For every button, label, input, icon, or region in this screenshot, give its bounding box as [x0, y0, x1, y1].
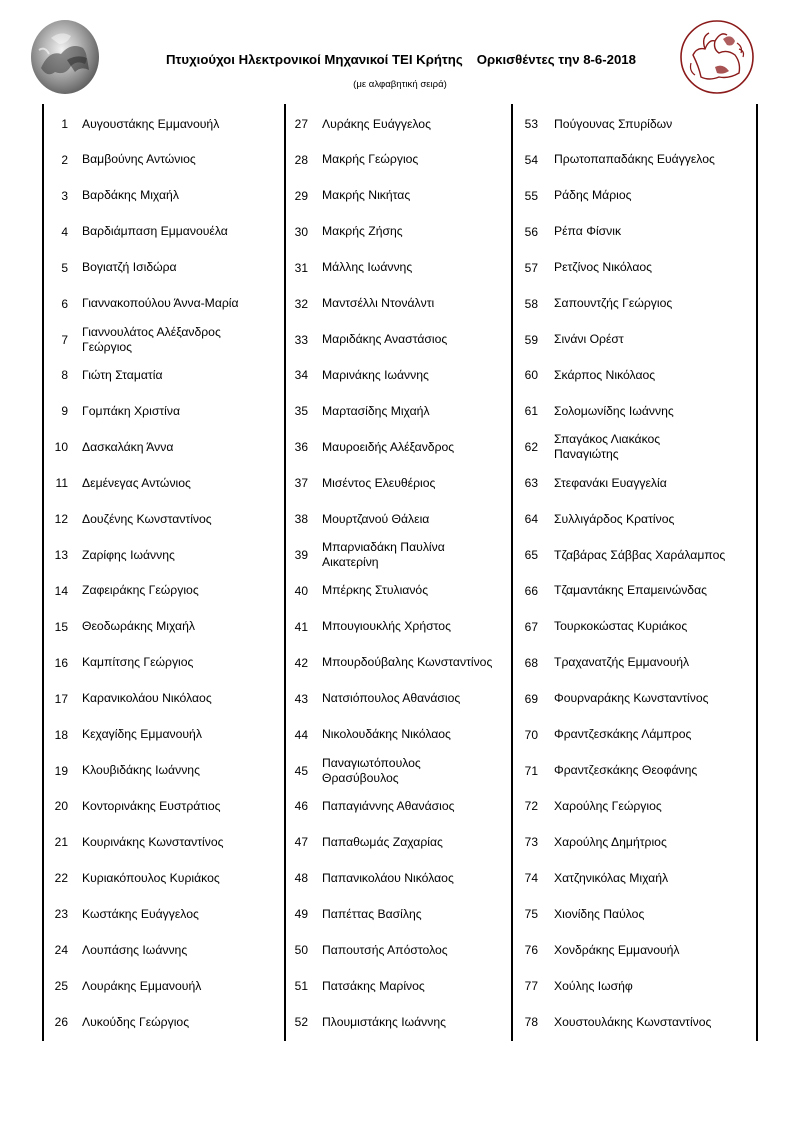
list-item-name: Φουρναράκης Κωνσταντίνος — [554, 691, 709, 706]
list-item-number: 44 — [294, 727, 308, 742]
list-item-name: Κλουβιδάκης Ιωάννης — [82, 763, 200, 778]
list-item-number: 55 — [524, 188, 538, 203]
list-item — [512, 896, 742, 932]
list-item-number: 73 — [524, 835, 538, 850]
list-item-number: 67 — [524, 619, 538, 634]
list-item-number: 39 — [294, 548, 308, 563]
list-item — [282, 1004, 512, 1040]
list-item-name: Παναγιωτόπουλος Θρασύβουλος — [322, 755, 421, 785]
list-item-number: 71 — [524, 763, 538, 778]
list-item-name: Μάλλης Ιωάννης — [322, 260, 413, 275]
list-item — [512, 609, 742, 645]
list-item — [282, 322, 512, 358]
list-item — [512, 860, 742, 896]
list-item-number: 40 — [294, 583, 308, 598]
list-item-name: Καμπίτσης Γεώργιος — [82, 655, 194, 670]
list-item-name: Θεοδωράκης Μιχαήλ — [82, 619, 195, 634]
list-item-number: 10 — [54, 440, 68, 455]
list-item — [512, 645, 742, 681]
list-item-name: Ζαφειράκης Γεώργιος — [82, 583, 199, 598]
list-item-number: 15 — [54, 619, 68, 634]
list-item-name: Πρωτοπαπαδάκης Ευάγγελος — [554, 152, 715, 167]
list-item — [42, 681, 272, 717]
list-item-number: 49 — [294, 907, 308, 922]
list-item-name: Μαρτασίδης Μιχαήλ — [322, 403, 430, 418]
list-item-name: Χονδράκης Εμμανουήλ — [554, 942, 680, 957]
list-item-name: Μπουγιουκλής Χρήστος — [322, 619, 451, 634]
list-item — [282, 142, 512, 178]
list-item-number: 1 — [61, 117, 68, 131]
list-item-number: 21 — [54, 835, 68, 850]
list-item-name: Στεφανάκι Ευαγγελία — [554, 475, 667, 490]
list-item — [512, 573, 742, 609]
list-item — [42, 968, 272, 1004]
list-item-name: Παπαγιάννης Αθανάσιος — [322, 798, 455, 813]
list-item — [42, 896, 272, 932]
list-item-name: Μακρής Νικήτας — [322, 188, 411, 203]
list-item — [512, 214, 742, 250]
list-item — [512, 106, 742, 142]
page-title-date: Ορκισθέντες την 8-6-2018 — [476, 52, 636, 67]
list-item-number: 56 — [524, 224, 538, 239]
list-item — [512, 178, 742, 214]
list-item-number: 65 — [524, 548, 538, 563]
list-item-number: 26 — [54, 1015, 68, 1029]
list-item-name: Βαμβούνης Αντώνιος — [82, 152, 196, 167]
list-item-number: 52 — [294, 1015, 308, 1029]
list-item-name: Σινάνι Ορέστ — [554, 332, 624, 347]
list-item-number: 53 — [524, 117, 538, 131]
list-item-number: 74 — [524, 871, 538, 886]
list-item — [282, 286, 512, 322]
list-item-name: Ρέπα Φίσνικ — [554, 224, 622, 239]
list-item-number: 23 — [54, 907, 68, 922]
list-item-name: Σπαγάκος Λιακάκος Παναγιώτης — [554, 432, 661, 462]
list-item-name: Δεμένεγας Αντώνιος — [82, 475, 191, 490]
list-item-name: Πούγουνας Σπυρίδων — [554, 116, 673, 131]
list-item — [42, 393, 272, 429]
list-item — [282, 429, 512, 465]
list-item — [42, 106, 272, 142]
list-item-number: 54 — [524, 152, 538, 167]
list-item-number: 24 — [54, 943, 68, 958]
list-item-name: Μουρτζανού Θάλεια — [322, 511, 430, 526]
list-item — [42, 250, 272, 286]
list-item-name: Χουστουλάκης Κωνσταντίνος — [554, 1014, 712, 1029]
list-item — [42, 860, 272, 896]
list-item-name: Μαριδάκης Αναστάσιος — [322, 332, 448, 347]
list-item-number: 37 — [294, 476, 308, 491]
list-item-number: 20 — [54, 799, 68, 814]
list-item-name: Λουράκης Εμμανουήλ — [82, 978, 202, 993]
list-item-name: Λυκούδης Γεώργιος — [82, 1014, 190, 1029]
list-item-name: Μπέρκης Στυλιανός — [322, 583, 429, 598]
list-item-name: Πλουμιστάκης Ιωάννης — [322, 1014, 447, 1029]
list-item-number: 13 — [54, 548, 68, 563]
list-item-number: 62 — [524, 440, 538, 455]
list-item-number: 12 — [54, 512, 68, 527]
list-item-name: Χούλης Ιωσήφ — [554, 978, 633, 993]
list-item — [512, 753, 742, 789]
list-item-number: 47 — [294, 835, 308, 850]
list-item — [512, 501, 742, 537]
list-item-number: 30 — [294, 224, 308, 239]
list-item-number: 22 — [54, 871, 68, 886]
list-item — [282, 645, 512, 681]
list-item — [42, 142, 272, 178]
list-item-name: Νατσιόπουλος Αθανάσιος — [322, 691, 461, 706]
list-item — [282, 250, 512, 286]
list-item-number: 9 — [61, 404, 68, 419]
list-item — [512, 142, 742, 178]
list-item-name: Γιαννακοπούλου Άννα-Μαρία — [82, 296, 239, 311]
list-item-number: 19 — [54, 763, 68, 778]
list-item-number: 45 — [294, 763, 308, 778]
list-item-name: Παπανικολάου Νικόλαος — [322, 870, 454, 885]
list-item-number: 50 — [294, 943, 308, 958]
list-item-number: 29 — [294, 188, 308, 203]
list-item-name: Ζαρίφης Ιωάννης — [82, 547, 175, 562]
list-item — [282, 393, 512, 429]
list-item — [512, 322, 742, 358]
list-item-number: 58 — [524, 296, 538, 311]
list-item-name: Ρετζίνος Νικόλαος — [554, 260, 653, 275]
list-item-number: 59 — [524, 332, 538, 347]
list-item-name: Χαρούλης Δημήτριος — [554, 834, 667, 849]
list-item-name: Λουπάσης Ιωάννης — [82, 942, 188, 957]
list-item-name: Μισέντος Ελευθέριος — [322, 475, 436, 490]
list-item-name: Σαπουντζής Γεώργιος — [554, 296, 673, 311]
list-item — [42, 788, 272, 824]
list-item-name: Σολομωνίδης Ιωάννης — [554, 403, 674, 418]
list-item — [282, 788, 512, 824]
list-item-number: 28 — [294, 152, 308, 167]
list-item-name: Κουρινάκης Κωνσταντίνος — [82, 834, 224, 849]
list-item-number: 3 — [61, 188, 68, 203]
list-item-number: 61 — [524, 404, 538, 419]
list-item — [282, 214, 512, 250]
list-item-name: Γιαννουλάτος Αλέξανδρος Γεώργιος — [82, 324, 221, 354]
list-item-number: 38 — [294, 512, 308, 527]
list-item-number: 72 — [524, 799, 538, 814]
list-item-name: Νικολουδάκης Νικόλαος — [322, 727, 451, 742]
page-title-program: Πτυχιούχοι Ηλεκτρονικοί Μηχανικοί ΤΕΙ Κρήτης — [166, 52, 463, 67]
list-item — [512, 681, 742, 717]
list-item — [512, 393, 742, 429]
list-item-number: 48 — [294, 871, 308, 886]
list-item — [42, 465, 272, 501]
list-item-name: Κωστάκης Ευάγγελος — [82, 906, 199, 921]
list-item-number: 51 — [294, 979, 308, 994]
list-item-number: 16 — [54, 655, 68, 670]
list-item — [512, 250, 742, 286]
list-item — [512, 357, 742, 393]
list-item-name: Δουζένης Κωνσταντίνος — [82, 511, 212, 526]
list-item — [42, 501, 272, 537]
list-item-name: Λυράκης Ευάγγελος — [322, 116, 431, 131]
list-item — [42, 645, 272, 681]
list-item-number: 76 — [524, 943, 538, 958]
list-item — [282, 681, 512, 717]
list-item-number: 64 — [524, 512, 538, 527]
list-item — [42, 322, 272, 358]
list-item-name: Φραντζεσκάκης Λάμπρος — [554, 727, 692, 742]
list-item-number: 7 — [61, 332, 68, 347]
list-item — [282, 537, 512, 573]
list-item-number: 70 — [524, 727, 538, 742]
list-item-name: Φραντζεσκάκης Θεοφάνης — [554, 763, 698, 778]
list-item-number: 5 — [61, 260, 68, 275]
list-item — [512, 932, 742, 968]
list-item-name: Βαρδιάμπαση Εμμανουέλα — [82, 224, 228, 239]
list-item-number: 27 — [294, 117, 308, 131]
list-item — [282, 106, 512, 142]
list-item — [42, 214, 272, 250]
list-item-number: 66 — [524, 583, 538, 598]
list-item-number: 32 — [294, 296, 308, 311]
list-item — [282, 753, 512, 789]
list-item-name: Τουρκοκώστας Κυριάκος — [554, 619, 688, 634]
list-item-name: Μπαρνιαδάκη Παυλίνα Αικατερίνη — [322, 540, 445, 570]
list-item-number: 34 — [294, 368, 308, 383]
list-item-name: Συλλιγάρδος Κρατίνος — [554, 511, 675, 526]
list-item — [512, 286, 742, 322]
list-item-name: Γομπάκη Χριστίνα — [82, 403, 181, 418]
list-item-name: Χαρούλης Γεώργιος — [554, 798, 662, 813]
list-item-number: 46 — [294, 799, 308, 814]
list-item-number: 78 — [524, 1015, 538, 1029]
list-item-name: Μπουρδούβαλης Κωνσταντίνος — [322, 655, 493, 670]
list-item-name: Σκάρπος Νικόλαος — [554, 367, 656, 382]
list-item-number: 68 — [524, 655, 538, 670]
list-item — [512, 788, 742, 824]
list-item-number: 2 — [61, 152, 68, 167]
list-item — [282, 824, 512, 860]
list-item — [42, 932, 272, 968]
list-item — [512, 465, 742, 501]
list-item-name: Μαντσέλλι Ντονάλντι — [322, 296, 435, 311]
list-item-name: Πατσάκης Μαρίνος — [322, 978, 425, 993]
list-item-number: 33 — [294, 332, 308, 347]
list-item-name: Βαρδάκης Μιχαήλ — [82, 188, 179, 203]
list-item-number: 43 — [294, 691, 308, 706]
list-item-number: 4 — [61, 224, 68, 239]
list-item-number: 11 — [55, 476, 68, 491]
list-item-number: 63 — [524, 476, 538, 491]
list-item — [42, 286, 272, 322]
list-item — [512, 1004, 742, 1040]
list-item — [42, 357, 272, 393]
list-item-number: 17 — [54, 691, 68, 706]
list-item — [282, 860, 512, 896]
page-subtitle: (με αλφαβητική σειρά) — [353, 79, 447, 90]
list-item — [282, 932, 512, 968]
list-item-name: Κεχαγίδης Εμμανουήλ — [82, 727, 202, 742]
list-item — [282, 717, 512, 753]
list-item — [512, 537, 742, 573]
list-item-name: Κυριακόπουλος Κυριάκος — [82, 870, 220, 885]
list-item-number: 36 — [294, 440, 308, 455]
list-item-number: 69 — [524, 691, 538, 706]
list-item-number: 77 — [524, 979, 538, 994]
list-item-number: 31 — [294, 260, 308, 275]
list-item — [282, 357, 512, 393]
list-item-number: 57 — [524, 260, 538, 275]
list-item — [282, 609, 512, 645]
list-item — [282, 573, 512, 609]
list-item-name: Χιονίδης Παύλος — [554, 906, 645, 921]
list-item-name: Ράδης Μάριος — [554, 188, 632, 203]
list-item — [512, 824, 742, 860]
list-item-name: Καρανικολάου Νικόλαος — [82, 691, 212, 706]
list-item-name: Βογιατζή Ισιδώρα — [82, 260, 177, 275]
page-title — [0, 52, 794, 67]
list-item-number: 18 — [54, 727, 68, 742]
list-item-number: 14 — [54, 583, 68, 598]
list-item-name: Μαρινάκης Ιωάννης — [322, 367, 429, 382]
list-item-name: Αυγουστάκης Εμμανουήλ — [82, 116, 220, 131]
list-item — [42, 753, 272, 789]
list-item-name: Γιώτη Σταματία — [82, 367, 163, 382]
list-item-name: Κοντορινάκης Ευστράτιος — [82, 798, 221, 813]
list-item-number: 6 — [61, 296, 68, 311]
list-item-name: Μαυροειδής Αλέξανδρος — [322, 439, 455, 454]
list-item — [282, 501, 512, 537]
list-item — [42, 429, 272, 465]
list-item — [282, 465, 512, 501]
list-item-number: 75 — [524, 907, 538, 922]
list-item-number: 25 — [54, 979, 68, 994]
list-item — [42, 824, 272, 860]
list-item — [42, 717, 272, 753]
list-item — [42, 609, 272, 645]
list-item-name: Μακρής Ζήσης — [322, 224, 403, 239]
list-item-number: 42 — [294, 655, 308, 670]
list-item-name: Δασκαλάκη Άννα — [82, 439, 174, 454]
list-item — [512, 968, 742, 1004]
list-item-number: 60 — [524, 368, 538, 383]
list-item — [42, 178, 272, 214]
list-item-number: 41 — [294, 619, 308, 634]
list-item-name: Χατζηνικόλας Μιχαήλ — [554, 870, 669, 885]
list-item — [282, 896, 512, 932]
list-item — [282, 178, 512, 214]
list-item-name: Τραχανατζής Εμμανουήλ — [554, 655, 690, 670]
list-item — [282, 968, 512, 1004]
list-item-number: 35 — [294, 404, 308, 419]
list-item-number: 8 — [61, 368, 68, 383]
list-item — [512, 429, 742, 465]
list-item-name: Τζαβάρας Σάββας Χαράλαμπος — [554, 547, 726, 562]
list-item — [42, 573, 272, 609]
list-item-name: Τζαμαντάκης Επαμεινώνδας — [554, 583, 708, 598]
list-item — [42, 1004, 272, 1040]
column-divider — [756, 104, 758, 1041]
list-item-name: Παπαθωμάς Ζαχαρίας — [322, 834, 443, 849]
list-item — [42, 537, 272, 573]
list-item-name: Παπουτσής Απόστολος — [322, 942, 448, 957]
list-item — [512, 717, 742, 753]
list-item-name: Παπέττας Βασίλης — [322, 906, 422, 921]
list-item-name: Μακρής Γεώργιος — [322, 152, 419, 167]
